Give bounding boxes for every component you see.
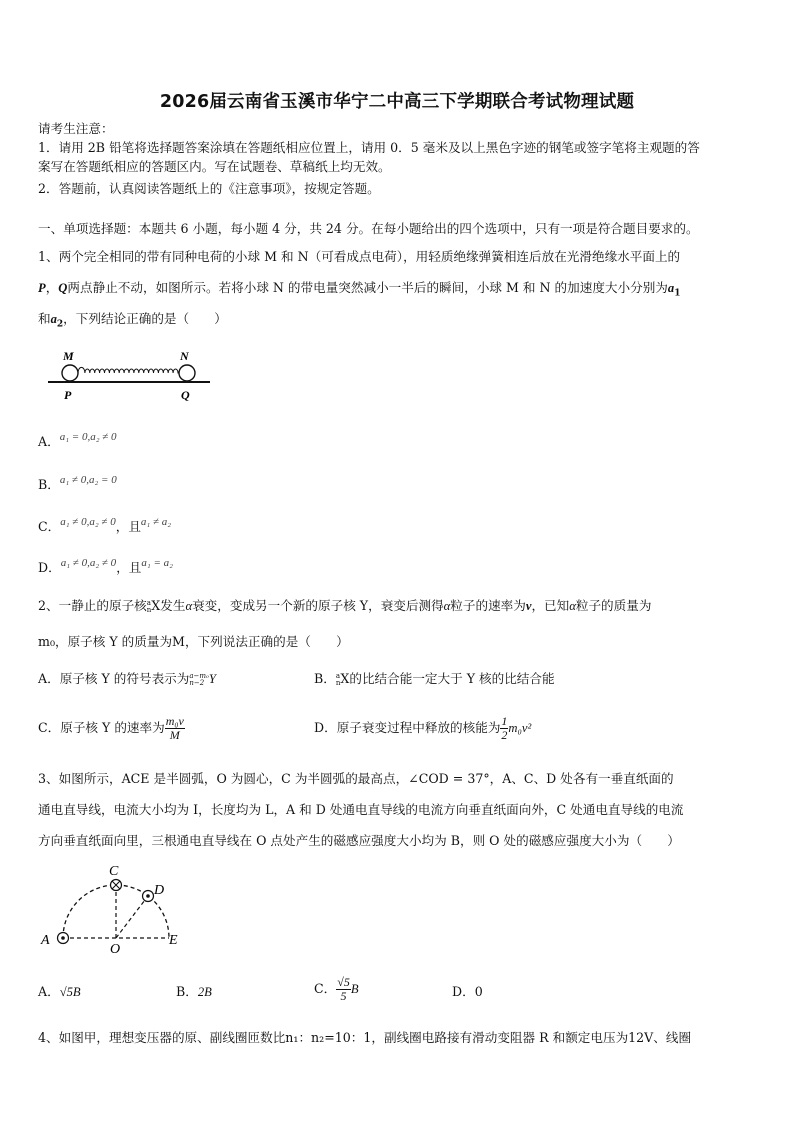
point-q-fig-label: Q bbox=[181, 388, 190, 402]
q2-stem-line-2: m₀，原子核 Y 的质量为M，下列说法正确的是（ ） bbox=[38, 634, 349, 649]
point-o-label: O bbox=[110, 942, 121, 956]
ball-m bbox=[62, 365, 78, 381]
od-line bbox=[116, 896, 148, 938]
point-q-label: Q bbox=[58, 281, 68, 295]
notice-item-1-line-1: 1．请用 2B 铅笔将选择题答案涂填在答题纸相应位置上，请用 0．5 毫米及以上黑色字迹的钢笔或签字笔将主观题的答 bbox=[38, 140, 700, 155]
q1-stem-line-3: 和$a_2$，下列结论正确的是（ ） bbox=[38, 311, 227, 330]
wire-d-dot bbox=[146, 894, 150, 898]
q3-stem-line-1: 3、如图所示，ACE 是半圆弧，O 为圆心，C 为半圆弧的最高点，∠COD = 37°，A、C、D 处各有一垂直纸面的 bbox=[38, 771, 674, 786]
q1-option-c: C．a₁ ≠ 0,a₂ ≠ 0，且a₁ ≠ a₂ bbox=[38, 516, 172, 534]
point-a-label: A bbox=[41, 933, 50, 948]
q3-option-c: C． $\frac{√5}{5}$ B bbox=[314, 975, 359, 1003]
spring-coil bbox=[78, 367, 179, 373]
q1-option-b: B．a₁ ≠ 0,a₂ = 0 bbox=[38, 474, 117, 492]
ball-m-label: M bbox=[63, 349, 74, 363]
notice-item-2: 2．答题前，认真阅读答题纸上的《注意事项》，按规定答题。 bbox=[38, 181, 380, 196]
wire-a-dot bbox=[61, 936, 65, 940]
notice-item-1-line-2: 案写在答题纸相应的答题区内。写在试题卷、草稿纸上均无效。 bbox=[38, 159, 391, 174]
spring-figure bbox=[44, 346, 214, 402]
q1-stem-line-1: 1、两个完全相同的带有同种电荷的小球 M 和 N（可看成点电荷），用轻质绝缘弹簧相连后放在光滑绝缘水平面上的 bbox=[38, 249, 681, 264]
q3-option-a: A．√5B bbox=[38, 984, 81, 999]
section-heading: 一、单项选择题：本题共 6 小题，每小题 4 分，共 24 分。在每小题给出的四个选项中，只有一项是符合题目要求的。 bbox=[38, 221, 699, 236]
q3-stem-line-2: 通电直导线，电流大小均为 I，长度均为 L，A 和 D 处通电直导线的电流方向垂直纸面向外，C 处通电直导线的电流 bbox=[38, 802, 684, 817]
q1-stem-line-2: P，Q两点静止不动，如图所示。若将小球 N 的带电量突然减小一半后的瞬间，小球 M 和 N 的加速度大小分别为$a_1$ bbox=[38, 280, 681, 299]
q1-option-a: A．a₁ = 0,a₂ ≠ 0 bbox=[38, 431, 117, 449]
q2-stem-line-1: 2、一静止的原子核 a n X发生α衰变，变成另一个新的原子核 Y，衰变后测得α粒子的速率为v，已知α粒子的质量为 bbox=[38, 598, 652, 614]
q3-option-b: B．2B bbox=[176, 984, 212, 999]
page-title: 2026届云南省玉溪市华宁二中高三下学期联合考试物理试题 bbox=[159, 92, 635, 112]
q2-option-c: C．原子核 Y 的速率为 $\frac{\text{m₀v}}{M}$ bbox=[38, 714, 184, 742]
ball-n-label: N bbox=[180, 349, 189, 363]
q3-option-d: D．0 bbox=[452, 984, 483, 999]
point-p-fig-label: P bbox=[64, 388, 72, 402]
q2-option-a: A．原子核 Y 的符号表示为 a−m₀ n−2 Y bbox=[38, 671, 216, 687]
q1-option-d: D．a₁ ≠ 0,a₂ ≠ 0，且a₁ = a₂ bbox=[38, 557, 173, 575]
notice-heading: 请考生注意： bbox=[38, 121, 114, 136]
point-p-label: P bbox=[38, 281, 46, 295]
ball-n bbox=[179, 365, 195, 381]
point-e-label: E bbox=[169, 933, 178, 948]
q2-option-b: B． a n X的比结合能一定大于 Y 核的比结合能 bbox=[314, 671, 555, 687]
q3-stem-line-3: 方向垂直纸面向里，三根通电直导线在 O 点处产生的磁感应强度大小均为 B，则 O 处的磁感应强度大小为（ ） bbox=[38, 833, 680, 848]
q2-option-d: D．原子衰变过程中释放的核能为 $\frac{1}{2}$ m₀v² bbox=[314, 714, 532, 742]
point-c-label: C bbox=[109, 864, 119, 879]
semicircle-figure bbox=[38, 860, 188, 956]
point-d-label: D bbox=[154, 883, 165, 898]
q4-stem-line-1: 4、如图甲，理想变压器的原、副线圈匝数比n₁：n₂=10：1，副线圈电路接有滑动变阻器 R 和额定电压为12V、线圈 bbox=[38, 1030, 692, 1045]
